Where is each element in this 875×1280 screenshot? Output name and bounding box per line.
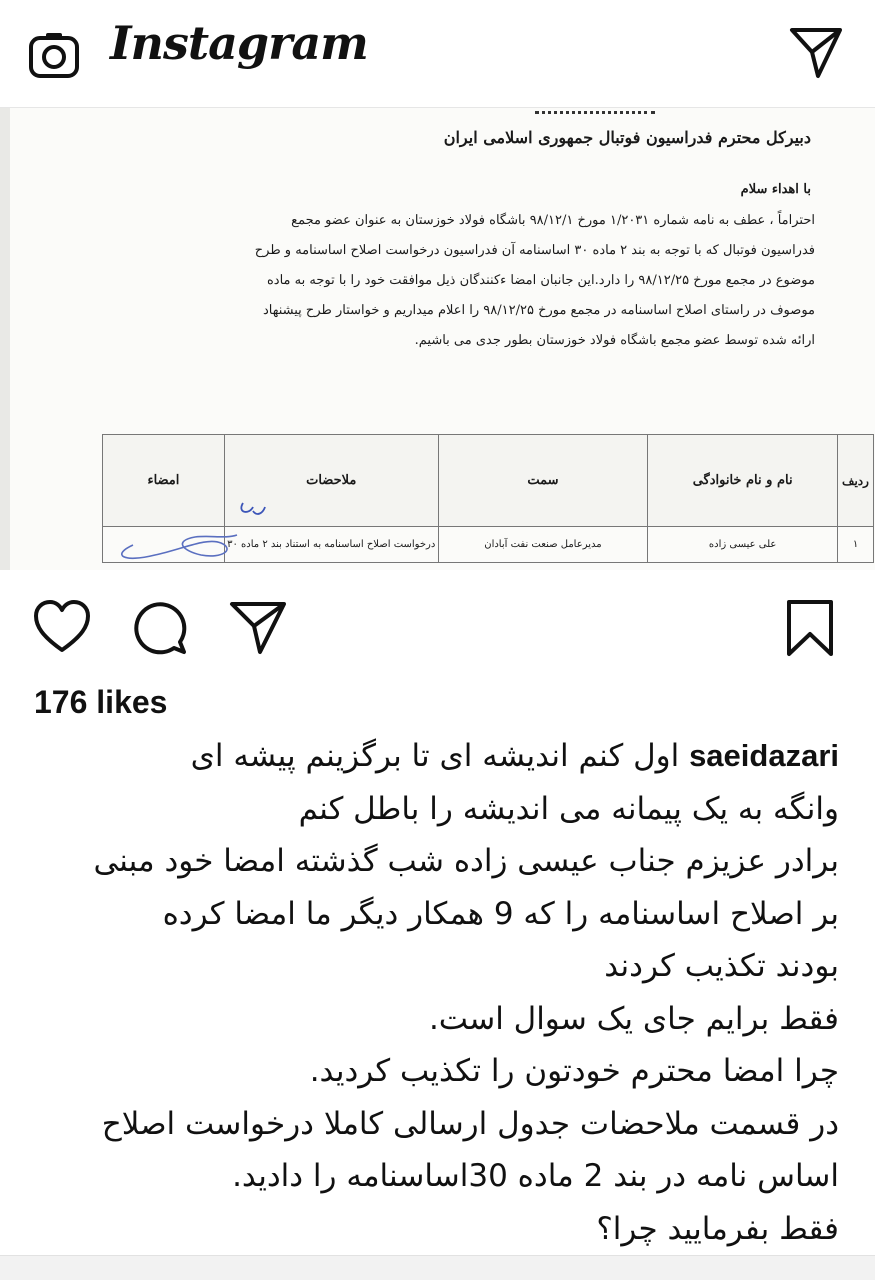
comment-icon[interactable] xyxy=(130,598,190,658)
table-cell: علی عیسی زاده xyxy=(648,527,838,563)
caption-line: چرا امضا محترم خودتون را تکذیب کردید. xyxy=(309,1053,839,1089)
paragraph-line: احتراماً ، عطف به نامه شماره ۱/۲۰۳۱ مورخ ۹۸/۱۲/۱ باشگاه فولاد خوزستان به عنوان عضو مجمع xyxy=(291,213,815,228)
caption-line: بر اصلاح اساسنامه را که 9 همکار دیگر ما امضا کرده xyxy=(162,895,839,932)
caption-line: اساس نامه در بند 2 ماده 30اساسنامه را دادید. xyxy=(232,1158,839,1194)
document-paragraph xyxy=(95,206,815,356)
table-header: ردیف xyxy=(838,435,874,527)
caption-line: در قسمت ملاحضات جدول ارسالی کاملا درخواست اصلاح xyxy=(101,1105,839,1142)
caption-username[interactable]: saeidazari xyxy=(689,738,839,773)
post-actions xyxy=(0,570,875,680)
document-scan xyxy=(10,108,875,570)
table-header: امضاء xyxy=(103,435,225,527)
next-post-divider xyxy=(0,1255,875,1280)
paragraph-line: موضوع در مجمع مورخ ۹۸/۱۲/۲۵ را دارد.این جانبان امضا ءکنندگان ذیل موافقت خود را با توجه به ماده xyxy=(266,273,815,288)
app-logo: Instagram xyxy=(110,16,368,70)
paragraph-line: موصوف در راستای اصلاح اساسنامه در مجمع مورخ ۹۸/۱۲/۲۵ را اعلام میداریم و خواستار طرح پیشنهاد xyxy=(263,303,815,318)
post-caption xyxy=(29,730,839,1255)
direct-message-icon[interactable] xyxy=(788,24,844,80)
paragraph-line: ارائه شده توسط عضو مجمع باشگاه فولاد خوزستان بطور جدی می باشیم. xyxy=(414,333,815,348)
signatures-table xyxy=(102,434,874,563)
heart-icon[interactable] xyxy=(32,598,92,658)
caption-text: اول کنم اندیشه ای تا برگزینم پیشه ای xyxy=(190,738,680,774)
table-cell: درخواست اصلاح اساسنامه به استناد بند ۲ ماده ۳۰ xyxy=(224,527,438,563)
table-row xyxy=(103,527,874,563)
caption-line: فقط برایم جای یک سوال است. xyxy=(428,1000,839,1037)
caption-line: برادر عزیزم جناب عیسی زاده شب گذشته امضا خود مبنی xyxy=(93,843,839,879)
post-image[interactable] xyxy=(0,108,875,570)
table-cell: ۱ xyxy=(838,527,874,563)
table-header: سمت xyxy=(438,435,648,527)
caption-line: بودند تکذیب کردند xyxy=(604,948,839,984)
camera-icon[interactable] xyxy=(28,30,80,82)
document-cutoff-text xyxy=(535,108,655,114)
document-addressee: دبیرکل محترم فدراسیون فوتبال جمهوری اسلامی ایران xyxy=(443,128,811,147)
paragraph-line: فدراسیون فوتبال که با توجه به بند ۲ ماده ۳۰ اساسنامه آن فدراسیون درخواست اصلاح اساسنامه و طرح xyxy=(254,243,815,258)
likes-count[interactable]: 176 likes xyxy=(34,684,168,720)
app-header xyxy=(0,0,875,108)
signature-cell xyxy=(103,527,225,563)
caption-line: فقط بفرمایید چرا؟ xyxy=(596,1210,839,1247)
document-greeting: با اهداء سلام xyxy=(740,182,811,197)
table-cell: مدیرعامل صنعت نفت آبادان xyxy=(438,527,648,563)
signature-scribble xyxy=(103,497,253,567)
table-header: نام و نام خانوادگی xyxy=(648,435,838,527)
caption-first-line xyxy=(29,730,839,783)
bookmark-icon[interactable] xyxy=(785,598,835,658)
share-icon[interactable] xyxy=(228,598,288,658)
table-header: ملاحضات xyxy=(224,435,438,527)
caption-line: وانگه به یک پیمانه می اندیشه را باطل کنم xyxy=(298,790,839,827)
